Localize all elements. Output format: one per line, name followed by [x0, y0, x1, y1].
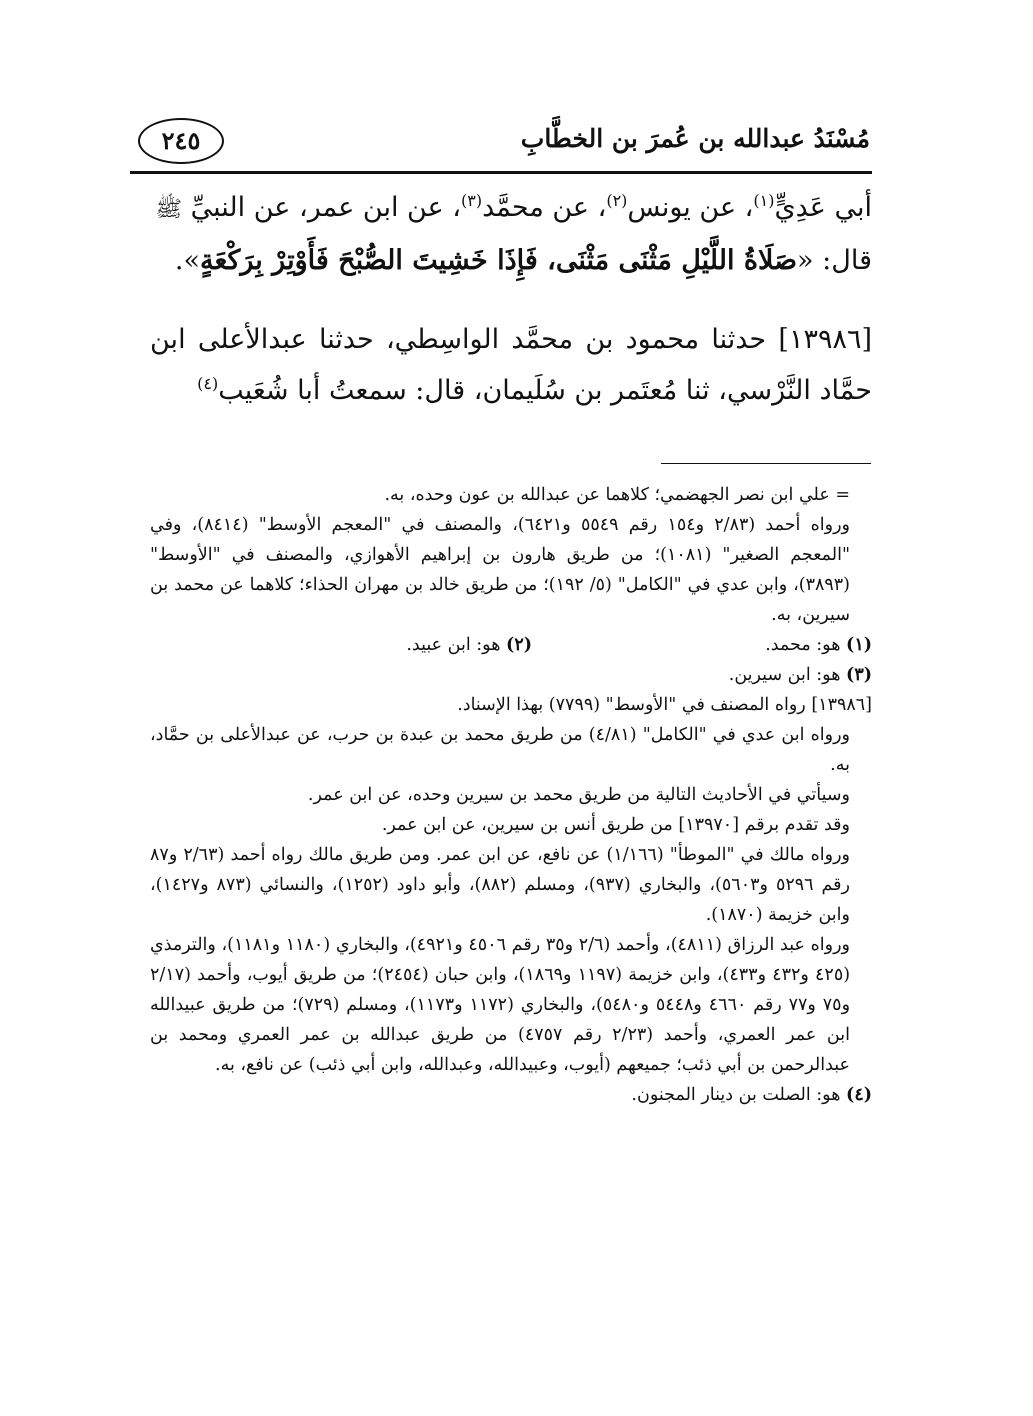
page-number-badge: ٢٤٥	[138, 118, 224, 164]
footnotes	[150, 480, 872, 1110]
footnote-ref-3[interactable]: (٣)	[461, 191, 483, 210]
footnote-text: هو: ابن عبيد.	[406, 635, 501, 655]
text-segment: ، عن محمَّد	[482, 192, 607, 223]
footnote-ref-1[interactable]: (١)	[753, 191, 775, 210]
takhrij-paragraph: ورواه ابن عدي في "الكامل" (٤/٨١) من طريق محمد بن عبدة بن حرب، عن عبدالأعلى بن حمَّاد، به.	[150, 725, 850, 775]
text-segment: قال: «	[797, 245, 872, 276]
footnote-ref-2[interactable]: (٢)	[606, 191, 628, 210]
footnote-text: هو: محمد.	[765, 635, 841, 655]
takhrij-paragraph: وسيأتي في الأحاديث التالية من طريق محمد بن سيرين وحده، عن ابن عمر.	[307, 785, 850, 805]
footnote-text: رواه المصنف في "الأوسط" (٧٧٩٩) بهذا الإسناد.	[457, 695, 806, 715]
footnote-text: هو: الصلت بن دينار المجنون.	[631, 1085, 841, 1105]
text-segment: أبي عَدِيٍّ	[774, 192, 872, 223]
footnote-continuation: = علي ابن نصر الجهضمي؛ كلاهما عن عبدالله بن عون وحده، به.	[384, 485, 850, 505]
hadith-number-ref: [١٣٩٨٦]	[811, 695, 872, 715]
text-segment: ، عن يونس	[627, 192, 754, 223]
main-text	[150, 182, 872, 416]
footnote-number: (٣)	[846, 665, 872, 685]
header-rule	[130, 171, 872, 174]
footnote-4	[150, 1080, 872, 1110]
takhrij-paragraph: وقد تقدم برقم [١٣٩٧٠] من طريق أنس بن سيرين، عن ابن عمر.	[381, 815, 850, 835]
salawat-symbol: ﷺ	[155, 197, 183, 222]
text-segment: ».	[174, 245, 200, 276]
text-segment: ، عن ابن عمر، عن النبيِّ	[190, 192, 462, 223]
text-segment: حدثنا محمود بن محمَّد الواسِطي، حدثنا عبدالأعلى ابن حمَّاد النَّرْسي، ثنا مُعتَمر بن سُلَيمان، قال: سمعتُ أبا شُعَيب	[150, 324, 872, 406]
takhrij-paragraph: ورواه مالك في "الموطأ" (١/١٦٦) عن نافع، عن ابن عمر. ومن طريق مالك رواه أحمد (٢/٦٣ و٨٧ رقم ٥٢٩٦ و٥٦٠٣)، والبخاري (٩٣٧)، ومسلم (٨٨٢)، وأبو داود (١٢٥٢)، والنسائي (٨٧٣ و١٤٢٧)، وابن خزيمة (١٨٧٠).	[150, 845, 850, 925]
footnote-number: (١)	[846, 635, 872, 655]
footnote-number: (٤)	[846, 1085, 872, 1105]
main-line-2	[150, 235, 872, 286]
page-header	[130, 118, 870, 168]
footnote-number: (٢)	[506, 635, 532, 655]
takhrij-paragraph: ورواه عبد الرزاق (٤٨١١)، وأحمد (٢/٦ و٣٥ رقم ٤٥٠٦ و٤٩٢١)، والبخاري (١١٨٠ و١١٨١)، والترمذي (٤٢٥ و٤٣٢ و٤٣٣)، وابن خزيمة (١١٩٧ و١٨٦٩)، وابن حبان (٢٤٥٤)؛ من طريق أيوب، وأحمد (٢/١٧ و٧٥ و٧٧ رقم ٤٦٦٠ و٥٤٤٨ و٥٤٨٠)، والبخاري (١١٧٢ و١١٧٣)، ومسلم (٧٢٩)؛ من طريق عبيدالله ابن عمر العمري، وأحمد (٢/٢٣ رقم ٤٧٥٧) من طريق عبدالله بن عمر العمري ومحمد بن عبدالرحمن بن أبي ذئب؛ جميعهم (أيوب، وعبيدالله، وعبدالله، وابن أبي ذئب) عن نافع، به.	[150, 935, 851, 1075]
hadith-matn: صَلَاةُ اللَّيْلِ مَثْنَى مَثْنَى، فَإِذَا خَشِيتَ الصُّبْحَ فَأَوْتِرْ بِرَكْعَةٍ	[200, 245, 798, 276]
footnote-2	[192, 630, 532, 660]
main-line-1	[150, 182, 872, 235]
footnote-separator	[661, 463, 871, 464]
paragraph-gap	[150, 286, 872, 314]
footnote-text: هو: ابن سيرين.	[728, 665, 841, 685]
footnote-3	[150, 660, 872, 690]
main-paragraph-2	[150, 314, 872, 416]
hadith-takhrij-intro	[150, 690, 872, 720]
running-title: مُسْنَدُ عبدالله بن عُمرَ بن الخطَّابِ	[520, 124, 870, 153]
footnote-ref-4[interactable]: (٤)	[197, 374, 219, 393]
footnote-1	[532, 630, 872, 660]
footnote-continuation-para: ورواه أحمد (٢/٨٣ و١٥٤ رقم ٥٥٤٩ و٦٤٢١)، والمصنف في "المعجم الأوسط" (٨٤١٤)، وفي "المعجم الصغير" (١٠٨١)؛ من طريق هارون بن إبراهيم الأهوازي، والمصنف في "الأوسط" (٣٨٩٣)، وابن عدي في "الكامل" (٥/ ١٩٢)؛ من طريق خالد بن مهران الحذاء؛ كلاهما عن محمد بن سيرين، به.	[150, 515, 850, 625]
footnote-row	[150, 630, 872, 660]
hadith-number: [١٣٩٨٦]	[778, 324, 872, 355]
